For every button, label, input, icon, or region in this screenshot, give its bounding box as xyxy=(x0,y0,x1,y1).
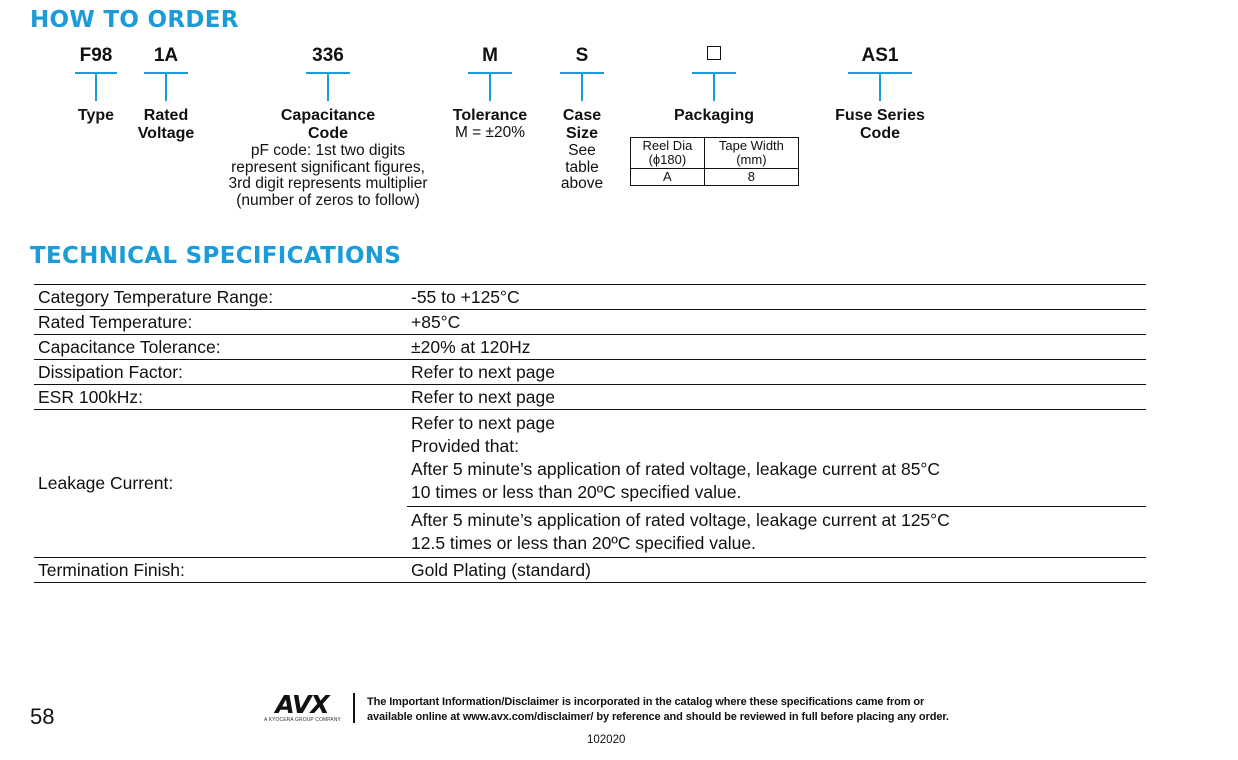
spec-label: Capacitance Tolerance: xyxy=(34,335,407,360)
leakage-value-125: After 5 minute’s application of rated voltage, leakage current at 125°C 12.5 times or less than 20ºC specified value. xyxy=(407,507,1146,558)
spec-row xyxy=(34,335,1146,360)
packaging-table xyxy=(630,137,799,186)
tolerance-stem xyxy=(489,74,491,101)
packaging-header-row xyxy=(631,138,799,169)
capacitance-stem xyxy=(327,74,329,101)
fuse-label: Fuse Series Code xyxy=(835,107,925,142)
fuse-stem xyxy=(879,74,881,101)
capacitance-label: Capacitance Code xyxy=(280,107,376,142)
tape-width-value: 8 xyxy=(704,169,798,186)
spec-label: Rated Temperature: xyxy=(34,310,407,335)
voltage-stem xyxy=(165,74,167,101)
spec-row xyxy=(34,360,1146,385)
logo-subtext: A KYOCERA GROUP COMPANY xyxy=(264,717,341,723)
spec-label: Termination Finish: xyxy=(34,558,407,583)
capacitance-description: pF code: 1st two digits represent significant figures, 3rd digit represents multiplier (number of zeros to follow) xyxy=(228,142,428,209)
capacitance-code: 336 xyxy=(312,45,344,66)
spec-value: Refer to next page xyxy=(407,385,1146,410)
spec-value: ±20% at 120Hz xyxy=(407,335,1146,360)
leakage-value-85: Refer to next page Provided that: After 5 minute’s application of rated voltage, leakage current at 85°C 10 times or less than 20ºC specified value. xyxy=(407,410,1146,507)
packaging-label: Packaging xyxy=(673,107,755,124)
spec-row-leakage xyxy=(34,410,1146,507)
tape-width-header: Tape Width (mm) xyxy=(704,138,798,169)
tolerance-description: M = ±20% xyxy=(454,124,526,141)
type-stem xyxy=(95,74,97,101)
type-code: F98 xyxy=(79,45,113,66)
spec-label: Category Temperature Range: xyxy=(34,285,407,310)
how-to-order-heading: HOW TO ORDER xyxy=(30,7,239,33)
spec-value: Gold Plating (standard) xyxy=(407,558,1146,583)
specifications-table xyxy=(34,284,1146,583)
spec-label: Dissipation Factor: xyxy=(34,360,407,385)
empty-checkbox-icon xyxy=(707,46,721,60)
packaging-code xyxy=(692,44,736,60)
leakage-label: Leakage Current: xyxy=(34,410,407,558)
spec-row xyxy=(34,385,1146,410)
page-number: 58 xyxy=(30,704,55,729)
spec-value: -55 to +125°C xyxy=(407,285,1146,310)
reel-dia-header: Reel Dia (ϕ180) xyxy=(631,138,705,169)
case-stem xyxy=(581,74,583,101)
spec-row xyxy=(34,558,1146,583)
spec-label: ESR 100kHz: xyxy=(34,385,407,410)
spec-value: +85°C xyxy=(407,310,1146,335)
spec-row xyxy=(34,285,1146,310)
packaging-stem xyxy=(713,74,715,101)
document-code: 102020 xyxy=(587,734,626,746)
case-code: S xyxy=(575,45,589,66)
case-description: See table above xyxy=(560,142,604,192)
footer-divider xyxy=(353,693,355,723)
tolerance-label: Tolerance xyxy=(452,107,528,124)
technical-specifications-heading: TECHNICAL SPECIFICATIONS xyxy=(30,243,402,269)
fuse-code: AS1 xyxy=(861,45,899,66)
tolerance-code: M xyxy=(482,45,498,66)
type-label: Type xyxy=(77,107,115,124)
svg-text:AVX: AVX xyxy=(275,692,329,716)
disclaimer: The Important Information/Disclaimer is incorporated in the catalog where these specifications came from or available online at www.avx.com/disclaimer/ by reference and should be reviewed in full before placing any order. xyxy=(367,696,949,723)
spec-value: Refer to next page xyxy=(407,360,1146,385)
spec-row xyxy=(34,310,1146,335)
reel-dia-value: A xyxy=(631,169,705,186)
voltage-label: Rated Voltage xyxy=(137,107,195,142)
avx-logo-icon xyxy=(266,692,338,716)
packaging-value-row xyxy=(631,169,799,186)
case-label: Case Size xyxy=(562,107,602,142)
avx-logo xyxy=(264,692,340,723)
voltage-code: 1A xyxy=(153,45,179,66)
